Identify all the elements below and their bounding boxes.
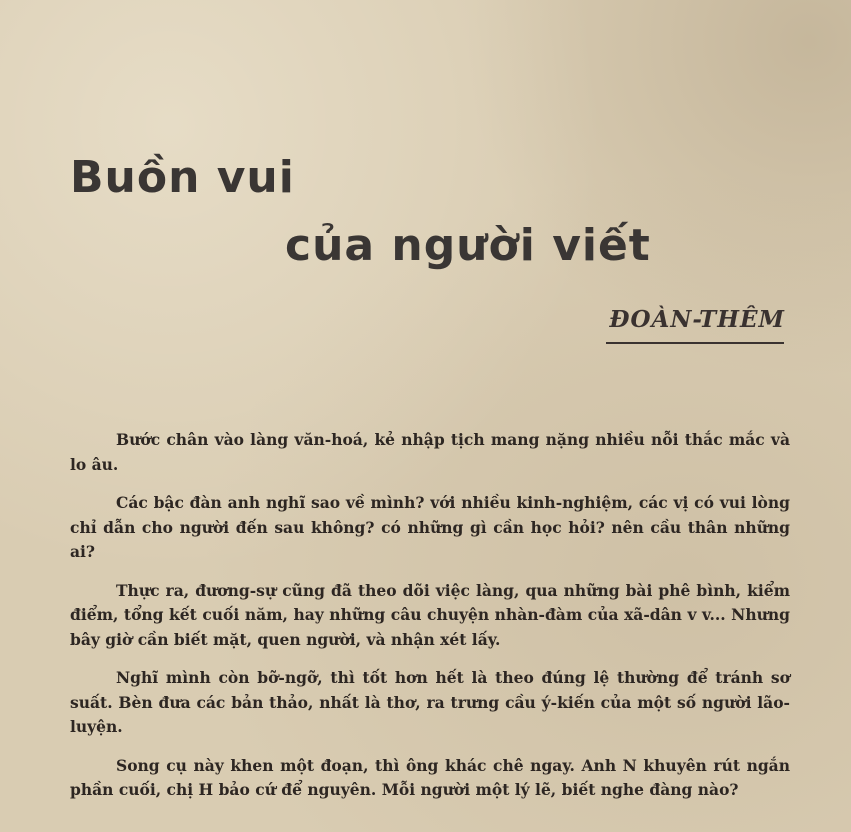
paragraph: Bước chân vào làng văn-hoá, kẻ nhập tịch mang nặng nhiều nỗi thắc mắc và lo âu. [70, 430, 790, 474]
paragraph: Nghĩ mình còn bỡ-ngỡ, thì tốt hơn hết là theo đúng lệ thường để tránh sơ suất. Bèn đưa các bản thảo, nhất là thơ, ra trưng cầu ý-kiến của một số người lão-luyện. [70, 668, 790, 736]
author-underline [606, 342, 784, 344]
author-name: ĐOÀN-THÊM [609, 306, 785, 333]
paragraph: Các bậc đàn anh nghĩ sao về mình? với nhiều kinh-nghiệm, các vị có vui lòng chỉ dẫn cho người đến sau không? có những gì cần học hỏi? nên cầu thân những ai? [70, 493, 790, 561]
title-line-1: Buồn vui [70, 152, 295, 203]
paragraph: Thực ra, đương-sự cũng đã theo dõi việc làng, qua những bài phê bình, kiểm điểm, tổng kết cuối năm, hay những câu chuyện nhàn-đàm của xã-dân v v... Nhưng bây giờ cần biết mặt, quen người, và nhận xét lấy. [70, 580, 790, 649]
paragraph: Song cụ này khen một đoạn, thì ông khác chê ngay. Anh N khuyên rút ngắn phần cuối, chị H bảo cứ để nguyên. Mỗi người một lý lẽ, biết nghe đàng nào? [70, 755, 790, 799]
article-body [70, 428, 790, 817]
title-line-2: của người viết [285, 220, 651, 271]
